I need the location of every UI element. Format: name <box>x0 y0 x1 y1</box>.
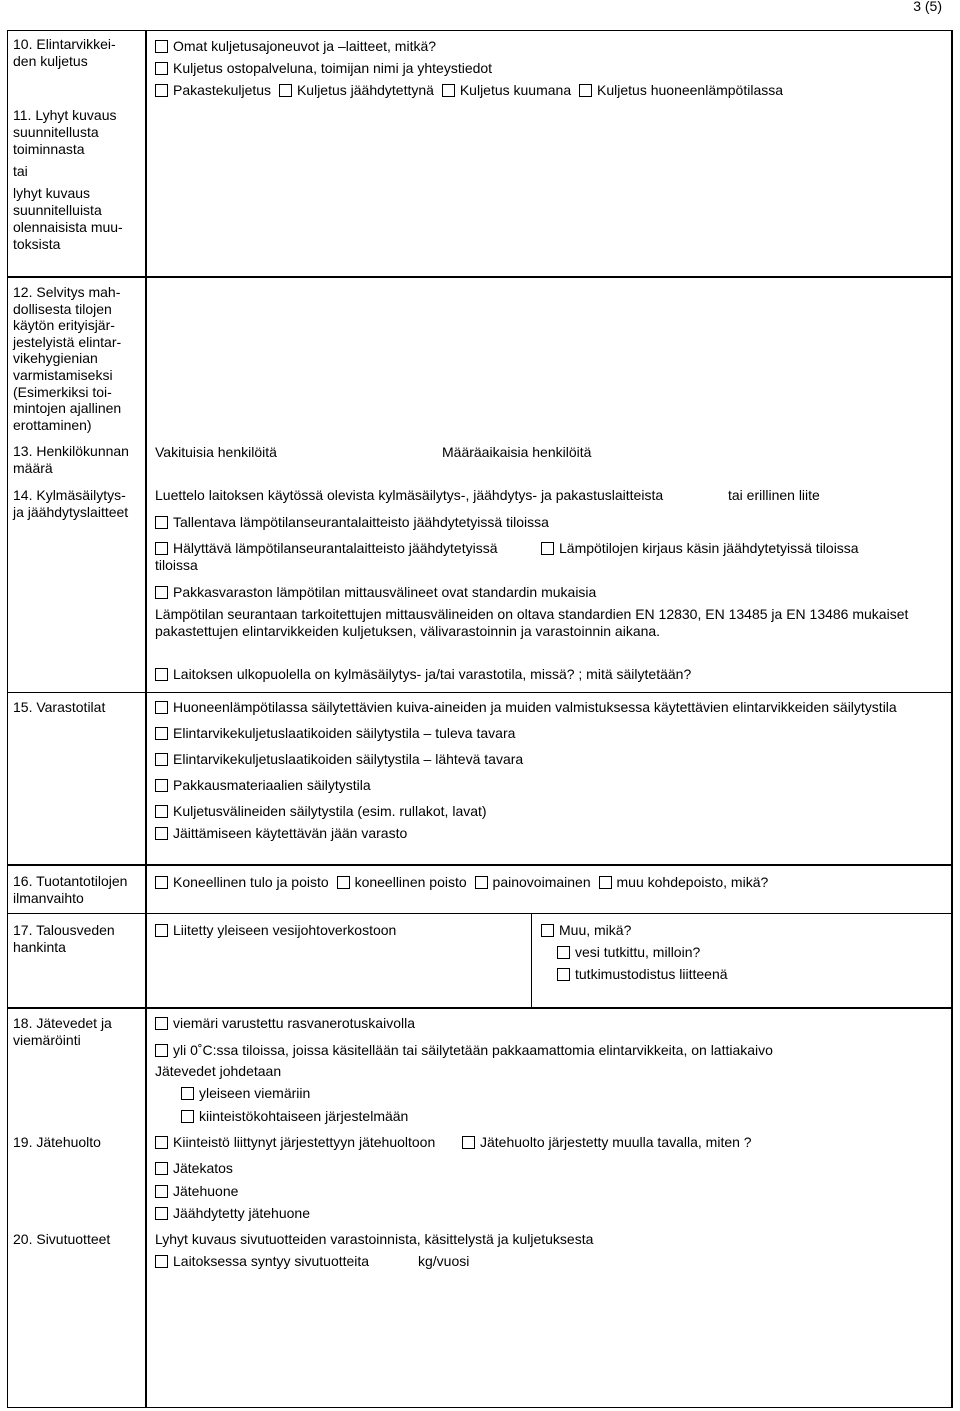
checkbox[interactable] <box>155 701 168 714</box>
storage-option-incoming-crates[interactable]: Elintarvikekuljetuslaatikoiden säilytystila – tuleva tavara <box>155 725 515 742</box>
section-11-label-a: 11. Lyhyt kuvaus suunnitellusta toiminnasta <box>13 107 117 157</box>
table-border-left <box>7 30 8 1408</box>
column-divider <box>145 30 147 1408</box>
section-14-label: 14. Kylmäsäilytys- ja jäähdytyslaitteet <box>13 487 129 520</box>
section-10-content <box>155 38 783 99</box>
table-border-top <box>7 30 953 31</box>
section-10-label: 10. Elintarvikkei- den kuljetus <box>13 36 116 69</box>
checkbox[interactable] <box>155 40 168 53</box>
external-cold-storage-option[interactable]: Laitoksen ulkopuolella on kylmäsäilytys- ja/tai varastotila, missä? ; mitä säilytetään? <box>155 666 691 683</box>
checkbox[interactable] <box>155 1136 168 1149</box>
checkbox[interactable] <box>155 779 168 792</box>
checkbox[interactable] <box>155 516 168 529</box>
checkbox[interactable] <box>155 1162 168 1175</box>
section-11-label-b: tai <box>13 163 28 179</box>
checkbox[interactable] <box>557 946 570 959</box>
checkbox-frozen-transport[interactable] <box>155 84 168 97</box>
section-17-label: 17. Talousveden hankinta <box>13 922 115 955</box>
checkbox-other-local-exhaust[interactable] <box>599 876 612 889</box>
organized-waste-option[interactable]: Kiinteistö liittynyt järjestettyyn jätehuoltoon <box>155 1134 435 1151</box>
section-16-label: 16. Tuotantotilojen ilmanvaihto <box>13 873 128 906</box>
waste-shelter-option[interactable]: Jätekatos <box>155 1160 233 1177</box>
checkbox[interactable] <box>155 753 168 766</box>
storage-option-dry-goods[interactable]: Huoneenlämpötilassa säilytettävien kuiva-aineiden ja muiden valmistuksessa käytettävien elintarvikkeiden säilytystila <box>155 699 897 716</box>
water-column-divider <box>531 914 532 1007</box>
section-18-label: 18. Jätevedet ja viemäröinti <box>13 1015 112 1048</box>
checkbox[interactable] <box>541 924 554 937</box>
section-19-label: 19. Jätehuolto <box>13 1134 101 1150</box>
page-number: 3 (5) <box>913 0 942 14</box>
checkbox-room-temp-transport[interactable] <box>579 84 592 97</box>
public-sewer-option[interactable]: yleiseen viemäriin <box>181 1085 310 1102</box>
checkbox[interactable] <box>181 1110 194 1123</box>
checkbox[interactable] <box>155 586 168 599</box>
storage-option-ice[interactable]: Jäittämiseen käytettävän jään varasto <box>155 825 407 842</box>
separate-attachment-label: tai erillinen liite <box>728 487 820 503</box>
outsourced-transport-option[interactable]: Kuljetus ostopalveluna, toimijan nimi ja yhteystiedot <box>155 60 783 77</box>
checkbox[interactable] <box>155 62 168 75</box>
chilled-transport-label: Kuljetus jäähdytettynä <box>296 82 434 98</box>
row-divider-16-17 <box>7 913 953 914</box>
checkbox[interactable] <box>155 1044 168 1057</box>
checkbox[interactable] <box>155 924 168 937</box>
table-border-bottom <box>7 1407 953 1408</box>
checkbox-chilled-transport[interactable] <box>279 84 292 97</box>
wastewater-lead-label: Jätevedet johdetaan <box>155 1063 282 1079</box>
byproducts-intro: Lyhyt kuvaus sivutuotteiden varastoinnista, käsittelystä ja kuljetuksesta <box>155 1231 594 1247</box>
checkbox[interactable] <box>462 1136 475 1149</box>
checkbox[interactable] <box>155 1255 168 1268</box>
checkbox[interactable] <box>155 1017 168 1030</box>
section-13-label: 13. Henkilökunnan määrä <box>13 443 129 476</box>
checkbox[interactable] <box>155 805 168 818</box>
alarm-monitoring-option-cont: tiloissa <box>155 557 198 573</box>
floor-drain-option[interactable]: yli 0˚C:ssa tiloissa, joissa käsitellään tai säilytetään pakkaamattomia elintarvikkeita, on lattiakaivo <box>155 1042 773 1059</box>
checkbox[interactable] <box>155 542 168 555</box>
checkbox[interactable] <box>155 1207 168 1220</box>
test-certificate-option[interactable]: tutkimustodistus liitteenä <box>557 966 728 983</box>
section-15-label: 15. Varastotilat <box>13 699 106 715</box>
transport-temperature-options <box>155 82 783 99</box>
checkbox[interactable] <box>557 968 570 981</box>
storage-option-packaging[interactable]: Pakkausmateriaalien säilytystila <box>155 777 371 794</box>
temporary-staff-label: Määräaikaisia henkilöitä <box>442 444 592 460</box>
checkbox-hot-transport[interactable] <box>442 84 455 97</box>
freezer-meters-option[interactable]: Pakkasvaraston lämpötilan mittausvälineet ovat standardin mukaisia <box>155 584 596 601</box>
section-11-label-c: lyhyt kuvaus suunnitelluista olennaisista muu- toksista <box>13 185 123 252</box>
byproducts-unit: kg/vuosi <box>418 1253 470 1269</box>
row-divider-17-18 <box>7 1007 953 1009</box>
cooled-waste-room-option[interactable]: Jäähdytetty jätehuone <box>155 1205 310 1222</box>
byproducts-option[interactable]: Laitoksessa syntyy sivutuotteita <box>155 1253 369 1270</box>
checkbox[interactable] <box>155 827 168 840</box>
frozen-transport-label: Pakastekuljetus <box>173 82 272 98</box>
water-tested-option[interactable]: vesi tutkittu, milloin? <box>557 944 700 961</box>
checkbox-gravity[interactable] <box>475 876 488 889</box>
checkbox[interactable] <box>181 1087 194 1100</box>
checkbox-mechanical-supply-exhaust[interactable] <box>155 876 168 889</box>
room-temp-transport-label: Kuljetus huoneenlämpötilassa <box>597 82 784 98</box>
section-12-label: 12. Selvitys mah- dollisesta tilojen käytön erityisjär- jestelyistä elintar- vikehygienian varmistamiseksi (Esimerkiksi toi- mintojen ajallinen erottaminen) <box>13 284 122 433</box>
grease-trap-option[interactable]: viemäri varustettu rasvanerotuskaivolla <box>155 1015 415 1032</box>
standards-note: Lämpötilan seurantaan tarkoitettujen mittausvälineiden on oltava standardien EN 12830, EN 13485 ja EN 13486 mukaiset pakastettujen elintarvikkeiden kuljetuksen, välivarastoinnin ja varastoinnin aikana. <box>155 606 909 639</box>
row-divider-15-16 <box>7 864 953 866</box>
checkbox[interactable] <box>155 1185 168 1198</box>
storage-option-outgoing-crates[interactable]: Elintarvikekuljetuslaatikoiden säilytystila – lähtevä tavara <box>155 751 523 768</box>
checkbox[interactable] <box>155 668 168 681</box>
checkbox[interactable] <box>541 542 554 555</box>
storage-option-transport-equipment[interactable]: Kuljetusvälineiden säilytystila (esim. rullakot, lavat) <box>155 803 487 820</box>
manual-logging-option[interactable]: Lämpötilojen kirjaus käsin jäähdytetyissä tiloissa <box>541 540 859 557</box>
checkbox[interactable] <box>155 727 168 740</box>
row-divider-11-12 <box>7 276 953 278</box>
public-water-option[interactable]: Liitetty yleiseen vesijohtoverkostoon <box>155 922 396 939</box>
section-20-label: 20. Sivutuotteet <box>13 1231 111 1247</box>
equipment-list-intro: Luettelo laitoksen käytössä olevista kylmäsäilytys-, jäähdytys- ja pakastuslaitteista <box>155 487 664 503</box>
table-border-right <box>951 30 953 1408</box>
other-water-option[interactable]: Muu, mikä? <box>541 922 631 939</box>
waste-room-option[interactable]: Jätehuone <box>155 1183 238 1200</box>
ventilation-options: Koneellinen tulo ja poisto koneellinen poisto painovoimainen muu kohdepoisto, mikä? <box>155 874 768 891</box>
recording-monitoring-option[interactable]: Tallentava lämpötilanseurantalaitteisto jäähdytetyissä tiloissa <box>155 514 549 531</box>
own-vehicles-option[interactable]: Omat kuljetusajoneuvot ja –laitteet, mitkä? <box>155 38 783 55</box>
permanent-staff-label: Vakituisia henkilöitä <box>155 444 277 460</box>
hot-transport-label: Kuljetus kuumana <box>459 82 572 98</box>
alarm-monitoring-option[interactable]: Hälyttävä lämpötilanseurantalaitteisto jäähdytetyissä <box>155 540 498 557</box>
row-divider-14-15 <box>7 692 953 693</box>
property-system-option[interactable]: kiinteistökohtaiseen järjestelmään <box>181 1108 408 1125</box>
other-waste-option[interactable]: Jätehuolto järjestetty muulla tavalla, miten ? <box>462 1134 752 1151</box>
checkbox-mechanical-exhaust[interactable] <box>337 876 350 889</box>
